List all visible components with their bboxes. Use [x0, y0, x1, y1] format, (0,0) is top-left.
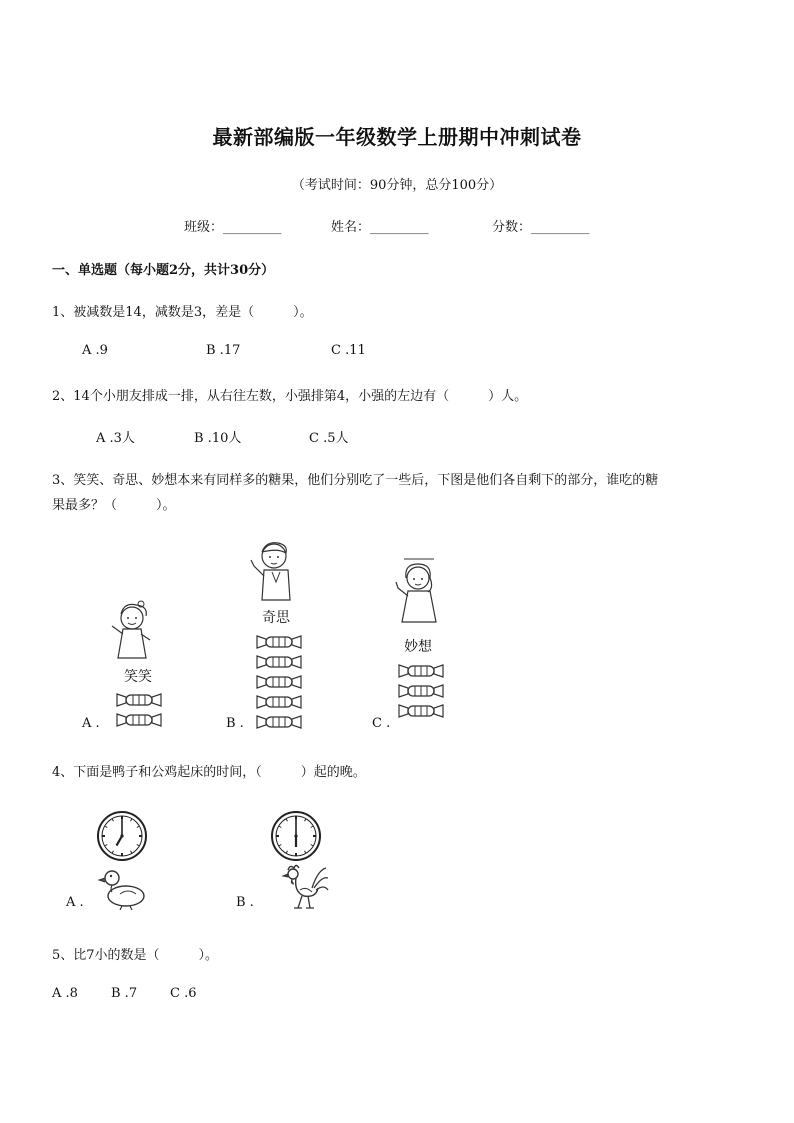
question-5-option-a[interactable]: A .8: [52, 986, 78, 1001]
question-3-stem-line2: 果最多？（ ）。: [52, 498, 176, 513]
candy-icon: [398, 663, 444, 679]
exam-subtitle: （考试时间：90分钟，总分100分）: [291, 178, 503, 193]
duck-icon: [98, 866, 148, 914]
name-field[interactable]: 姓名：_________: [331, 220, 429, 235]
clock-icon: [96, 810, 148, 866]
rooster-icon: [278, 862, 328, 914]
clock-b-face: [270, 810, 322, 862]
miaoxiang-candy-stack: [398, 663, 444, 723]
xiaoxiao-name-label: 笑笑: [124, 669, 152, 685]
question-5-stem: 5、比7小的数是（ ）。: [52, 948, 219, 963]
candy-icon: [116, 712, 162, 728]
page-title: 最新部编版一年级数学上册期中冲刺试卷: [212, 125, 582, 149]
question-3-stem-line1: 3、笑笑、奇思、妙想本来有同样多的糖果，他们分别吃了一些后，下图是他们各自剩下的部分，谁吃的糖: [52, 473, 659, 488]
section-heading: 一、单选题（每小题2分，共计30分）: [52, 263, 275, 278]
question-5-option-c[interactable]: C .6: [170, 986, 197, 1001]
question-1-option-a[interactable]: A .9: [82, 343, 108, 358]
question-2-option-a[interactable]: A .3人: [96, 431, 135, 446]
score-field[interactable]: 分数：_________: [492, 220, 590, 235]
candy-icon: [116, 692, 162, 708]
question-4-stem: 4、下面是鸭子和公鸡起床的时间，（ ）起的晚。: [52, 765, 366, 780]
question-1-option-b[interactable]: B .17: [206, 343, 241, 358]
xiaoxiao-candy-stack: [116, 692, 162, 732]
qisi-name-label: 奇思: [262, 610, 290, 626]
candy-icon: [256, 714, 302, 730]
candy-icon: [256, 674, 302, 690]
question-4-option-a[interactable]: A .: [66, 895, 84, 910]
candy-icon: [256, 694, 302, 710]
candy-icon: [256, 654, 302, 670]
xiaoxiao-girl-illustration: [108, 600, 156, 664]
candy-icon: [256, 634, 302, 650]
question-2-option-c[interactable]: C .5人: [309, 431, 349, 446]
miaoxiang-girl-illustration: [390, 558, 442, 628]
question-5-option-b[interactable]: B .7: [111, 986, 138, 1001]
question-1-option-c[interactable]: C .11: [331, 343, 366, 358]
clock-icon: [270, 810, 322, 866]
question-4-option-b[interactable]: B .: [236, 895, 254, 910]
qisi-candy-stack: [256, 634, 302, 734]
question-3-option-b[interactable]: B .: [226, 716, 244, 731]
miaoxiang-name-label: 妙想: [404, 639, 432, 655]
class-field[interactable]: 班级：_________: [184, 220, 282, 235]
question-2-stem: 2、14个小朋友排成一排，从右往左数，小强排第4，小强的左边有（ ）人。: [52, 389, 528, 404]
question-1-stem: 1、被减数是14，减数是3，差是（ ）。: [52, 305, 313, 320]
question-3-option-c[interactable]: C .: [372, 716, 391, 731]
clock-a-face: [96, 810, 148, 862]
candy-icon: [398, 683, 444, 699]
question-3-option-a[interactable]: A .: [82, 716, 100, 731]
question-2-option-b[interactable]: B .10人: [194, 431, 242, 446]
candy-icon: [398, 703, 444, 719]
qisi-boy-illustration: [248, 538, 296, 606]
